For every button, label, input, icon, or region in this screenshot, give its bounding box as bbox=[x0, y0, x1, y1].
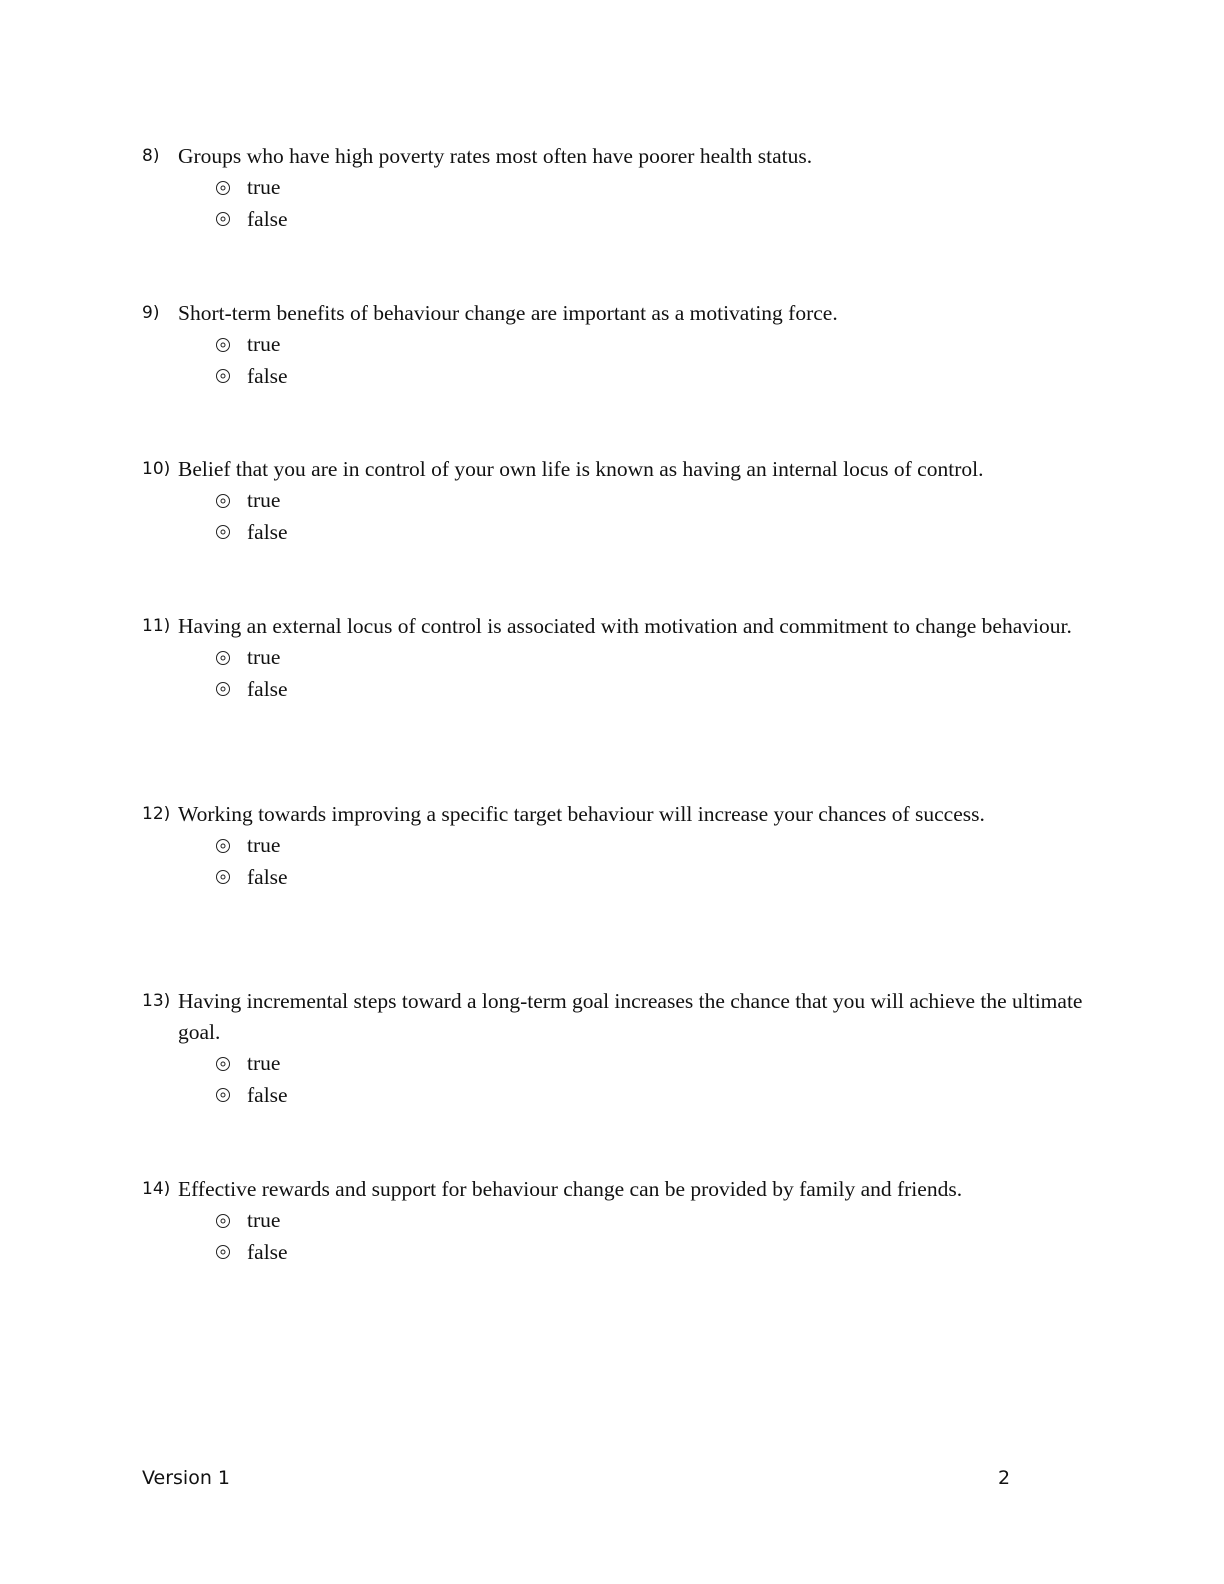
question-9 bbox=[142, 298, 1092, 392]
radio-icon[interactable] bbox=[216, 651, 230, 665]
option-false[interactable]: false bbox=[216, 204, 1092, 236]
question-text: 9) Short-term benefits of behaviour change are important as a motivating force. bbox=[142, 298, 1092, 329]
option-false[interactable]: false bbox=[216, 674, 1092, 706]
page-number: 2 bbox=[998, 1467, 1011, 1489]
option-false[interactable]: false bbox=[216, 862, 1092, 894]
radio-icon[interactable] bbox=[216, 338, 230, 352]
option-false[interactable]: false bbox=[216, 1237, 1092, 1269]
radio-icon[interactable] bbox=[216, 369, 230, 383]
radio-icon[interactable] bbox=[216, 181, 230, 195]
radio-icon[interactable] bbox=[216, 525, 230, 539]
radio-icon[interactable] bbox=[216, 1214, 230, 1228]
footer-version: Version 1 bbox=[142, 1467, 230, 1489]
question-text: 12) Working towards improving a specific target behaviour will increase your chances of success. bbox=[142, 799, 1092, 830]
option-false[interactable]: false bbox=[216, 361, 1092, 393]
radio-icon[interactable] bbox=[216, 494, 230, 508]
option-false[interactable]: false bbox=[216, 517, 1092, 549]
question-text: 8) Groups who have high poverty rates most often have poorer health status. bbox=[142, 141, 1092, 172]
question-text: 10) Belief that you are in control of your own life is known as having an internal locus of control. bbox=[142, 454, 1092, 485]
question-text: 13) Having incremental steps toward a long-term goal increases the chance that you will achieve the ultimate goal. bbox=[142, 986, 1092, 1048]
radio-icon[interactable] bbox=[216, 212, 230, 226]
radio-icon[interactable] bbox=[216, 870, 230, 884]
option-true[interactable]: true bbox=[216, 485, 1092, 517]
option-true[interactable]: true bbox=[216, 642, 1092, 674]
option-true[interactable]: true bbox=[216, 830, 1092, 862]
question-11 bbox=[142, 611, 1092, 705]
question-text: 14) Effective rewards and support for behaviour change can be provided by family and friends. bbox=[142, 1174, 1092, 1205]
question-number: 11) bbox=[142, 616, 171, 636]
option-false[interactable]: false bbox=[216, 1080, 1092, 1112]
option-true[interactable]: true bbox=[216, 1205, 1092, 1237]
option-true[interactable]: true bbox=[216, 172, 1092, 204]
radio-icon[interactable] bbox=[216, 839, 230, 853]
option-true[interactable]: true bbox=[216, 1048, 1092, 1080]
question-number: 12) bbox=[142, 804, 171, 824]
question-8 bbox=[142, 141, 1092, 235]
question-14 bbox=[142, 1174, 1092, 1268]
question-13 bbox=[142, 986, 1092, 1111]
radio-icon[interactable] bbox=[216, 1245, 230, 1259]
question-number: 14) bbox=[142, 1179, 171, 1199]
question-number: 10) bbox=[142, 459, 171, 479]
question-text: 11) Having an external locus of control is associated with motivation and commitment to change behaviour. bbox=[142, 611, 1092, 642]
question-number: 9) bbox=[142, 303, 160, 323]
question-12 bbox=[142, 799, 1092, 893]
question-10 bbox=[142, 454, 1092, 548]
radio-icon[interactable] bbox=[216, 1057, 230, 1071]
question-number: 8) bbox=[142, 146, 160, 166]
option-true[interactable]: true bbox=[216, 329, 1092, 361]
radio-icon[interactable] bbox=[216, 1088, 230, 1102]
question-number: 13) bbox=[142, 991, 171, 1011]
radio-icon[interactable] bbox=[216, 682, 230, 696]
